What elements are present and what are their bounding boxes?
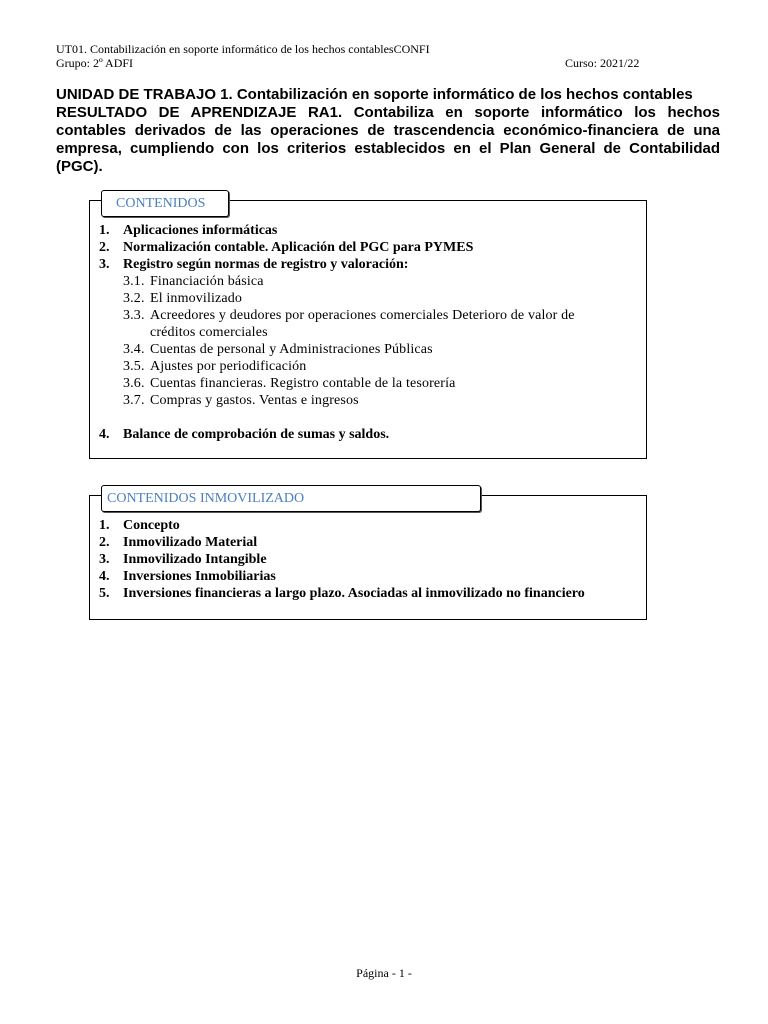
sub-item-text-continuation: créditos comerciales	[150, 325, 268, 340]
list-item-number: 1.	[99, 518, 110, 533]
list-item-text: Normalización contable. Aplicación del PGC para PYMES	[123, 240, 474, 255]
sub-item-number: 3.3.	[123, 308, 145, 323]
list-item-number: 2.	[99, 240, 110, 255]
sub-item-number: 3.4.	[123, 342, 145, 357]
sub-item-number: 3.2.	[123, 291, 145, 306]
list-item-text: Inversiones financieras a largo plazo. Asociadas al inmovilizado no financiero	[123, 586, 585, 601]
list-item-text: Inmovilizado Intangible	[123, 552, 267, 567]
list-item-text: Inversiones Inmobiliarias	[123, 569, 276, 584]
inmovilizado-heading: CONTENIDOS INMOVILIZADO	[101, 485, 481, 512]
sub-item-number: 3.1.	[123, 274, 145, 289]
list-item-text: Registro según normas de registro y valoración:	[123, 257, 409, 272]
title-line-2: RESULTADO DE APRENDIZAJE RA1. Contabiliza en soporte informático los hechos	[56, 104, 720, 121]
sub-item-text: El inmovilizado	[150, 291, 243, 306]
sub-item-number: 3.6.	[123, 376, 145, 391]
list-item-number: 3.	[99, 552, 110, 567]
list-item-text: Aplicaciones informáticas	[123, 223, 278, 238]
sub-item-text: Acreedores y deudores por operaciones comerciales Deterioro de valor de	[150, 308, 575, 323]
list-item-number: 4.	[99, 569, 110, 584]
sub-item-text: Cuentas financieras. Registro contable de la tesorería	[150, 376, 456, 391]
document-header-group: Grupo: 2º ADFI	[56, 56, 134, 70]
title-line-4: empresa, cumpliendo con los criterios establecidos en el Plan General de Contabilidad	[56, 140, 720, 157]
sub-item-text: Cuentas de personal y Administraciones Públicas	[150, 342, 433, 357]
list-item-number: 5.	[99, 586, 110, 601]
sub-item-text: Ajustes por periodificación	[150, 359, 307, 374]
list-item-number: 2.	[99, 535, 110, 550]
sub-item-number: 3.7.	[123, 393, 145, 408]
list-item-text: Inmovilizado Material	[123, 535, 258, 550]
contenidos-heading: CONTENIDOS	[101, 190, 229, 217]
sub-item-number: 3.5.	[123, 359, 145, 374]
list-item-text: Balance de comprobación de sumas y saldos.	[123, 427, 390, 442]
list-item-text: Concepto	[123, 518, 180, 533]
list-item-number: 1.	[99, 223, 110, 238]
list-item-number: 3.	[99, 257, 110, 272]
sub-item-text: Compras y gastos. Ventas e ingresos	[150, 393, 359, 408]
page-number: Página - 1 -	[356, 966, 412, 980]
list-item-number: 4.	[99, 427, 110, 442]
document-header-title: UT01. Contabilización en soporte informático de los hechos contablesCONFI	[56, 42, 430, 56]
document-title	[56, 86, 720, 176]
title-line-3: contables derivados de las operaciones de trascendencia económico-financiera de una	[56, 122, 720, 139]
title-line-1: UNIDAD DE TRABAJO 1. Contabilización en soporte informático de los hechos contables	[56, 86, 693, 103]
sub-item-text: Financiación básica	[150, 274, 264, 289]
document-header-course: Curso: 2021/22	[565, 56, 640, 70]
title-line-5: (PGC).	[56, 158, 103, 175]
